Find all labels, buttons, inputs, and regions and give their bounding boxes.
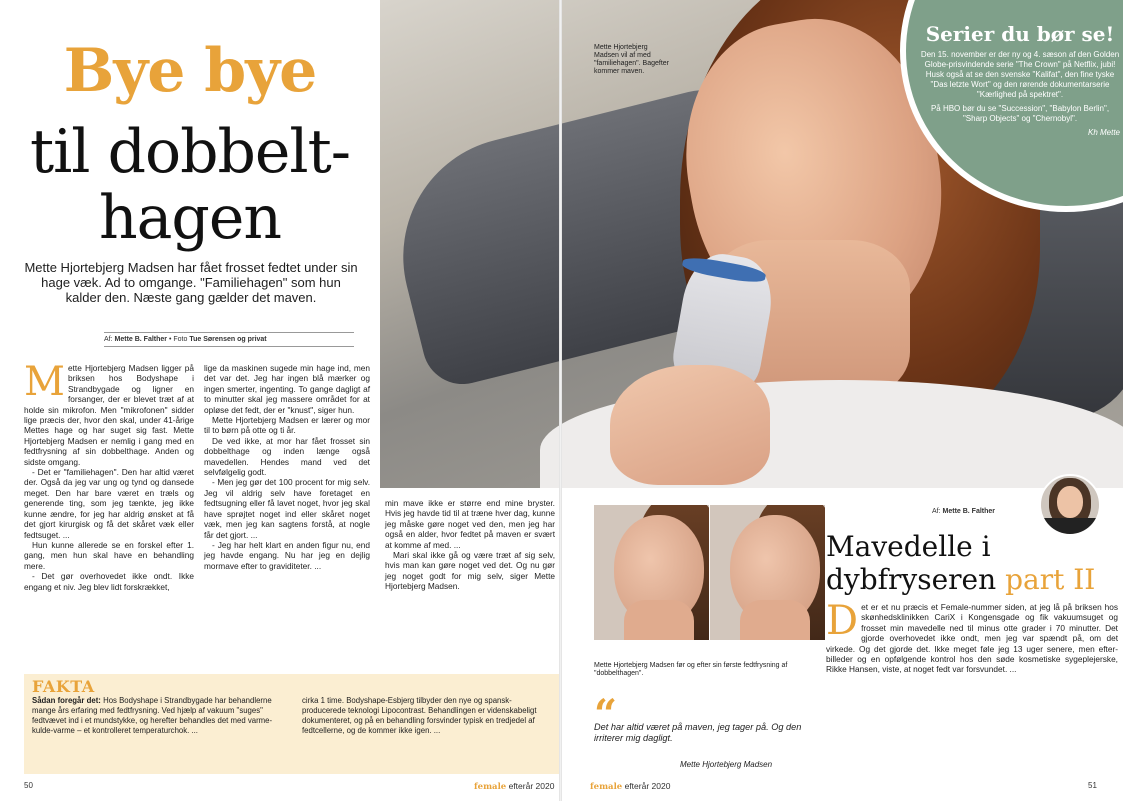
headline-part: part II	[1005, 563, 1096, 596]
byline-author: Mette B. Falther	[942, 508, 996, 515]
series-box-signature: Kh Mette	[1087, 128, 1120, 137]
hand-shape	[610, 365, 770, 485]
series-box-content	[920, 22, 1120, 137]
article-byline	[104, 336, 267, 343]
body-column-3	[385, 498, 555, 592]
paragraph: - Men jeg gør det 100 procent for mig selv. Jeg vil aldrig selv have foretaget en fedtsugning eller få lavet noget, hvor jeg skal have sprøjtet noget ind eller skåret noget væk, men jeg kan sagtens forstå, at nogle får det gjort. ...	[204, 477, 370, 540]
paragraph: - Jeg har helt klart en anden figur nu, end jeg havde engang. Nu har jeg en dejlig mormave efter to graviditeter. ...	[204, 539, 370, 571]
magazine-issue: efterår 2020	[508, 781, 555, 791]
fakta-lead: Sådan foregår det:	[32, 696, 101, 705]
byline-photo-prefix: Foto	[173, 336, 188, 343]
fakta-column-1	[32, 696, 292, 736]
paragraph: Mari skal ikke gå og være træt af sig selv, hvis man kan gøre noget ved det. Og nu gør jeg noget godt for mig selv, siger Mette Hjortebjerg Madsen.	[385, 550, 555, 592]
right-headline-line-2	[826, 563, 1116, 596]
paragraph: Mette Hjortebjerg Madsen er lærer og mor til to børn på otte og ti år.	[204, 415, 370, 436]
fakta-title: FAKTA	[32, 677, 95, 696]
shirt-shape	[594, 640, 709, 657]
magazine-issue: efterår 2020	[624, 781, 671, 791]
body-column-2	[204, 363, 370, 571]
before-after-caption: Mette Hjortebjerg Madsen før og efter sin første fedtfrysning af "dobbelthagen".	[594, 662, 788, 677]
after-photo	[710, 505, 825, 657]
face-shape	[1057, 486, 1083, 518]
paragraph: et er et nu præcis et Female-nummer siden, at jeg lå på briksen hos skønhedsklinikken CariX i Kongensgade og fik vakuumsuget og frosset min mavedelle ned til minus otte grader i 70 minutter. Det gjorde overhovedet ikke ondt, men jeg var spændt på, om det virkede. Og det gjorde det. Ikke meget føle jeg 13 uger senere, men efter-billeder og en opfølgende kontrol hos den søde kosmetiske sygeplejerske, Rikke Hansen, viste, at noget fedt var forsvundet. ...	[826, 602, 1118, 675]
headline-word: dybfryseren	[826, 563, 997, 596]
paragraph: - Det er "familiehagen". Den har altid været der. Også da jeg var ung og tynd og dansede meget. Den har bare været en træls og generende ting, som jeg tænkte, jeg ikke kunne ændre, for jeg har aldrig ønsket at få det gjort kirurgisk og få det skåret væk eller fedtsuget. ...	[24, 467, 194, 540]
paragraph: - Det gør overhovedet ikke ondt. Ikke engang et niv. Jeg blev lidt forskrækket,	[24, 571, 194, 592]
series-box-paragraph: Den 15. november er der ny og 4. sæson af den Golden Globe-prisvindende serie "The Crown" på Netflix, jubi! Husk også at se den svenske "Kalifat", den fine tyske "Das letzte Wort" og den rørende dokumentarserie "Kærlighed på spektret".	[920, 50, 1120, 99]
drop-cap: M	[24, 359, 65, 405]
pull-quote: Det har altid været på maven, jeg tager på. Og den irriterer mig dagligt.	[594, 722, 802, 743]
before-photo	[594, 505, 709, 657]
byline-photo: Tue Sørensen og privat	[189, 336, 267, 343]
fakta-box	[24, 674, 559, 774]
paragraph: lige da maskinen sugede min hage ind, men det var det. Jeg har ingen blå mærker og ingen smerter, ingenting. To gange dagligt af to minutter skal jeg massere området for at opløse det fedt, der er "knust", siger hun.	[204, 363, 370, 415]
shirt-shape	[710, 640, 825, 657]
byline-prefix: Af:	[932, 508, 941, 515]
drop-cap: D	[826, 598, 859, 644]
paragraph: ette Hjortebjerg Madsen ligger på briksen hos Bodyshape i Strandbygade og ligner en forsanger, der er blevet træt af at holde sin mikrofon. Men "mikrofonen" sidder lige præcis der, hvor den skal, under 41-årige Mettes hage og har suget sig fast. Mette Hjortebjerg Madsen er nemlig i gang med en fedtfrysning af sin dobbelthage. Anden og sidste omgang.	[24, 363, 194, 467]
fakta-text-1: Hos Bodyshape i Strandbygade har behandlerne mange års erfaring med fedtfrysning. Ved hjælp af vakuum "suges" fedtvævet ind i et mundstykke, og herefter behandles det med varme-kulde-varme – et kontrolleret temperaturchok. ...	[32, 696, 273, 735]
series-box-paragraph: På HBO bør du se "Succession", "Babylon Berlin", "Sharp Objects" og "Chernobyl".	[930, 104, 1110, 123]
right-headline-line-1: Mavedelle i	[826, 530, 991, 563]
right-byline	[932, 508, 995, 515]
page-gutter	[559, 0, 562, 801]
magazine-footer-left	[474, 781, 554, 792]
series-box-title: Serier du bør se!	[925, 22, 1115, 46]
magazine-brand: female	[590, 782, 623, 792]
paragraph: min mave ikke er større end mine bryster. Hvis jeg havde tid til at træne hver dag, kunne jeg måske gøre noget ved den, men jeg har også en alder, hvor fedtet på maven er svært at komme af med. ...	[385, 498, 555, 550]
quote-mark-icon: “	[594, 691, 618, 738]
page-number-right: 51	[1088, 781, 1097, 790]
right-headline	[826, 530, 1116, 596]
article-intro: Mette Hjortebjerg Madsen har fået frosset fedtet under sin hage væk. Ad to omgange. "Familiehagen" som hun kalder den. Næste gang gælder det maven.	[24, 260, 358, 305]
paragraph: De ved ikke, at mor har fået frosset sin dobbelthage og inden længe også mavedellen. Hendes mand ved det selvfølgelig godt.	[204, 435, 370, 478]
pull-quote-attribution: Mette Hjortebjerg Madsen	[680, 760, 773, 769]
hero-caption: Mette Hjortebjerg Madsen vil af med "familiehagen". Bagefter kommer maven.	[594, 44, 670, 75]
body-column-1	[24, 359, 194, 592]
paragraph: Hun kunne allerede se en forskel efter 1. gang, men hun skal have en behandling mere.	[24, 539, 194, 571]
byline-sep: •	[168, 336, 172, 343]
magazine-footer-right	[590, 781, 670, 792]
page-number-left: 50	[24, 781, 33, 790]
headline-line-1: Bye bye	[63, 36, 317, 106]
divider	[104, 332, 354, 333]
divider	[104, 346, 354, 347]
byline-author: Mette B. Falther	[114, 336, 168, 343]
fakta-column-2: cirka 1 time. Bodyshape-Esbjerg tilbyder den nye og spansk-producerede teknologi Lipocontrast. Behandlingen er videnskabeligt dokumenteret, og på en behandling forsvinder typisk en tredjedel af fedtcellerne, og de kommer ikke igen. ...	[302, 696, 537, 735]
byline-prefix: Af:	[104, 336, 113, 343]
magazine-brand: female	[474, 782, 507, 792]
author-avatar	[1039, 474, 1101, 536]
right-body-text	[826, 598, 1118, 675]
headline-line-2: til dobbelt-	[30, 117, 350, 187]
article-headline	[0, 38, 380, 251]
headline-line-3: hagen	[99, 183, 281, 253]
